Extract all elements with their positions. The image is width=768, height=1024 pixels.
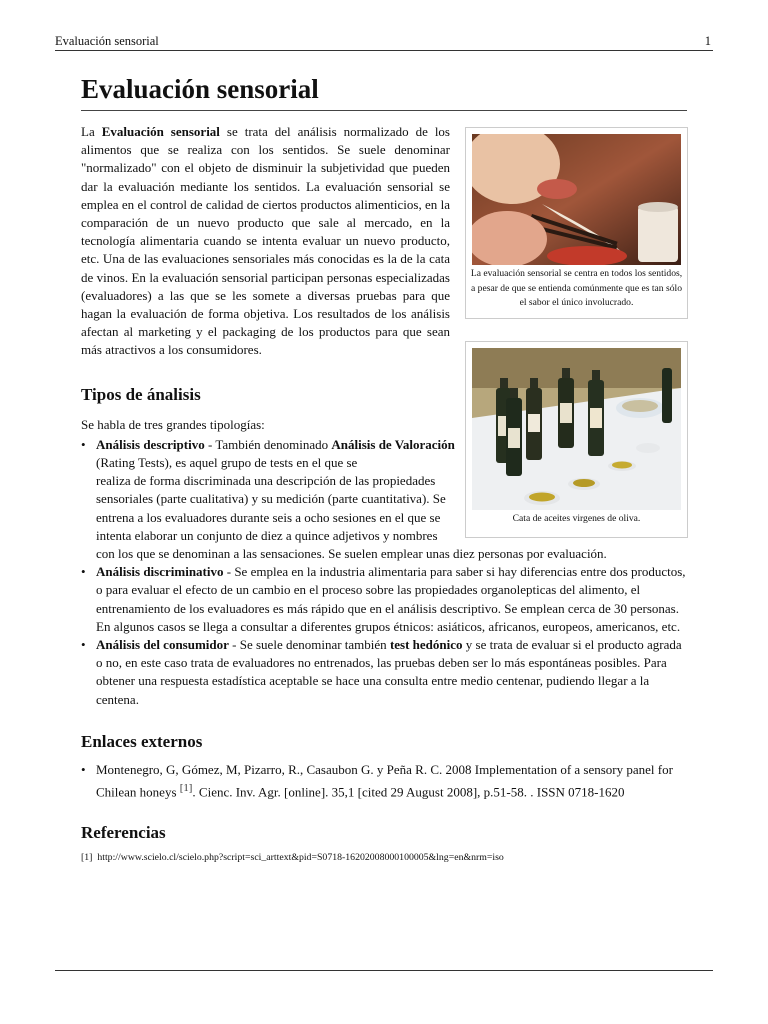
page-title: Evaluación sensorial: [81, 72, 687, 111]
tipos-lead: Se habla de tres grandes tipologías:: [81, 416, 265, 432]
item-text: - Se emplea en la industria alimentaria para saber si hay diferencias entre dos productos, o para evaluar el efecto de un cambio en el proceso sobre las propiedades organolepticas del alimento, el entrenamiento de los evaluadores es más rápido que en el análisis descriptivo. Se emplean cerca de 30 personas. En algunos casos se llega a consultar a diferentes grupos étnicos: asiáticos, africanos, europeos, americanos, etc.: [96, 564, 686, 634]
item-text: - Se suele denominar también: [228, 637, 390, 653]
footer-rule: [55, 970, 713, 971]
reference-url[interactable]: http://www.scielo.cl/scielo.php?script=sci_arttext&pid=S0718-16202008000100005&lng=en&nrm=iso: [97, 851, 504, 863]
enlace-text: Montenegro, G, Gómez, M, Pizarro, R., Casaubon G. y Peña R. C. 2008 Implementation of a sensory panel for Chilean honeys: [96, 761, 673, 800]
list-item-consumidor: [81, 636, 687, 709]
section-heading-tipos: Tipos de ánalisis: [81, 384, 201, 404]
item-text: entrena a los evaluadores durante seis a ocho sesiones en el que se: [96, 509, 441, 525]
item-text: (Rating Tests), es aquel grupo de tests en el que se: [96, 455, 358, 471]
reference-number: [1]: [81, 851, 93, 863]
reference-entry: [81, 852, 687, 863]
term-consumidor: Análisis del consumidor: [96, 637, 229, 653]
item-text: - También denominado: [204, 436, 332, 452]
page-number: 1: [704, 34, 711, 48]
intro-term: Evaluación sensorial: [101, 124, 220, 139]
figure-caption: La evaluación sensorial se centra en todos los sentidos, a pesar de que se entienda comúnmente que es tan sólo el sabor el único involucrado.: [470, 268, 683, 308]
item-text: intenta elaborar un conjunto de diez a quince adjetivos y nombres: [96, 527, 438, 543]
item-text: sensoriales (parte cualitativa) y su medición (parte cuantitativa). Se: [96, 491, 446, 507]
intro-paragraph: [81, 123, 450, 360]
item-text: y se trata de evaluar si el producto agrada o no, en este caso trata de evaluadores no entrenados, las pruebas deben ser lo más espontáneas posibles. Para obtener una respuesta estadística aceptable se hace una consulta entre medio centenar, pudiendo llegar a la centena.: [96, 637, 682, 707]
intro-prefix: La: [81, 124, 102, 139]
term-descriptivo: Análisis descriptivo: [96, 436, 205, 452]
section-heading-enlaces: Enlaces externos: [81, 731, 203, 751]
enlaces-list: [81, 761, 687, 802]
list-item-enlace: [81, 761, 687, 802]
running-head-title: Evaluación sensorial: [55, 34, 159, 48]
citation-link[interactable]: [1]: [179, 782, 193, 795]
list-item-discriminativo: [81, 563, 687, 636]
term-discriminativo: Análisis discriminativo: [96, 564, 224, 580]
article-body: [81, 72, 687, 863]
section-heading-referencias: Referencias: [81, 822, 166, 842]
running-header: [55, 34, 713, 51]
term-hedonico: test hedónico: [389, 637, 463, 653]
enlace-text: . Cienc. Inv. Agr. [online]. 35,1 [cited 29 August 2008], p.51-58. . ISSN 0718-1620: [192, 784, 625, 800]
figure-caption: Cata de aceites virgenes de oliva.: [512, 513, 641, 524]
tipos-list: [81, 436, 687, 709]
list-item-descriptivo: [81, 436, 687, 563]
term-valoracion: Análisis de Valoración: [331, 436, 455, 452]
item-text: realiza de forma discriminada una descripción de las propiedades: [96, 473, 436, 489]
intro-text: se trata del análisis normalizado de los alimentos que se realiza con los sentidos. Se suele denominar "normalizado" con el objeto de disminuir la subjetividad que pueden dar la evaluación mediante los sentidos. La evaluación sensorial se emplea en el control de calidad de ciertos productos alimenticios, en la comparación de un nuevo producto que sale al mercado, en la tecnología alimentaria cuando se intenta evaluar un nuevo producto, etc. Una de las evaluaciones sensoriales más conocidas es la de la cata de vinos. En la evaluación sensorial participan personas especializadas (evaluadores) a las que se les somete a diversas pruebas para que hagan la evaluación de forma objetiva. Los resultados de los análisis afectan al marketing y el packaging de los productos para que sean más atractivos a los consumidores.: [81, 124, 450, 358]
item-text: con los que se denominan a las sensaciones. Se suelen emplear unas diez personas por evaluación.: [96, 546, 607, 562]
